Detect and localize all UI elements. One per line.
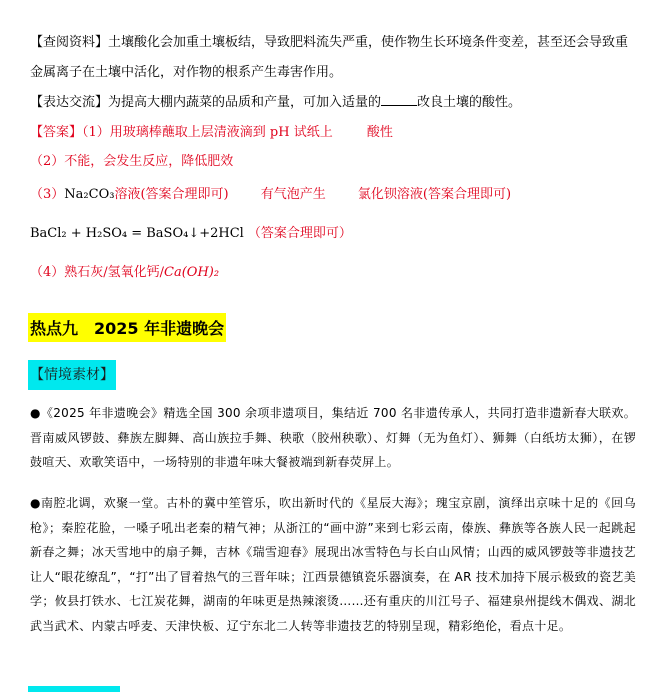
answer-line-1 xyxy=(30,121,393,140)
paragraph-2: ●南腔北调，欢聚一堂。古朴的冀中笙管乐，吹出新时代的《星辰大海》；瑰宝京剧，演绎出京味十足的《回乌枪》；秦腔花脸，一嗓子吼出老秦的精气神；从浙江的“画中游”来到七彩云南，傣族、彝族等各族人民一起跳起新春之舞；冰天雪地中的扇子舞，吉林《瑞雪迎春》展现出冰雪特色与长白山风情；山西的威风锣鼓等非遗技艺让人“眼花缭乱”，“打”出了冒着热气的三晋年味；江西景德镇瓷乐器演奏，在 AR 技术加持下展示极致的瓷艺美学；攸县打铁水、七江炭花舞，湖南的年味更是热辣滚烫……还有重庆的川江号子、福建泉州提线木偶戏、湖北武当武术、内蒙古呼麦、天津快板、辽宁东北二人转等非遗技艺的特别呈现，精彩绝伦，看点十足。 xyxy=(30,496,636,633)
answer-1b: 酸性 xyxy=(366,125,393,140)
review-text-1: 土壤酸化会加重土壤板结，导致肥料流失严重，使作物生长环境条件变差，甚至还会导致重 xyxy=(108,35,629,50)
answer-label: 【答案】 xyxy=(30,125,83,140)
answer-3-text: 溶液(答案合理即可) xyxy=(114,187,229,202)
answer-1: （1）用玻璃棒蘸取上层清液滴到 pH 试纸上 xyxy=(82,125,333,140)
answer-line-3 xyxy=(30,183,511,202)
paragraph-1: ●《2025 年非遗晚会》精选全国 300 余项非遗项目，集结近 700 名非遗传承人，共同打造非遗新春大联欢。晋南威风锣鼓、彝族左脚舞、高山族拉手舞、秧歌（胶州秧歌）、灯舞（无为鱼灯）、狮舞（白纸坊太狮），在锣鼓喧天、欢歌笑语中，一场特别的非遗年味大餐被端到新春荧屏上。 xyxy=(30,406,636,469)
answer-2: （2）不能，会发生反应，降低肥效 xyxy=(30,154,234,169)
fill-blank xyxy=(381,93,417,106)
review-text-2: 金属离子在土壤中活化，对作物的根系产生毒害作用。 xyxy=(30,65,343,80)
section-title: 热点九 2025 年非遗晚会 xyxy=(28,313,226,342)
review-line-2 xyxy=(30,61,342,80)
answer-3-prefix: （3） xyxy=(30,187,65,202)
review-label: 【查阅资料】 xyxy=(30,35,109,50)
exchange-label: 【表达交流】 xyxy=(30,95,109,110)
equation-line xyxy=(30,222,352,241)
equation-note: （答案合理即可） xyxy=(247,226,352,241)
exchange-text-after: 改良土壤的酸性。 xyxy=(417,95,522,110)
answer-line-4 xyxy=(30,261,219,280)
answer-3c: 氯化钡溶液(答案合理即可) xyxy=(357,187,512,202)
next-tag-edge xyxy=(28,686,120,692)
exchange-line xyxy=(30,91,521,110)
answer-3b: 有气泡产生 xyxy=(260,187,326,202)
answer-line-2 xyxy=(30,150,233,169)
context-tag: 【情境素材】 xyxy=(28,360,116,390)
answer-4-formula: Ca(OH)₂ xyxy=(164,265,220,280)
review-line-1 xyxy=(30,31,628,50)
answer-3-formula: Na₂CO₃ xyxy=(64,187,115,202)
answer-4: （4）熟石灰/氢氧化钙/ xyxy=(30,265,165,280)
exchange-text-before: 为提高大棚内蔬菜的品质和产量，可加入适量的 xyxy=(108,95,382,110)
chemical-equation: BaCl₂ + H₂SO₄ = BaSO₄↓+2HCl xyxy=(30,226,244,241)
